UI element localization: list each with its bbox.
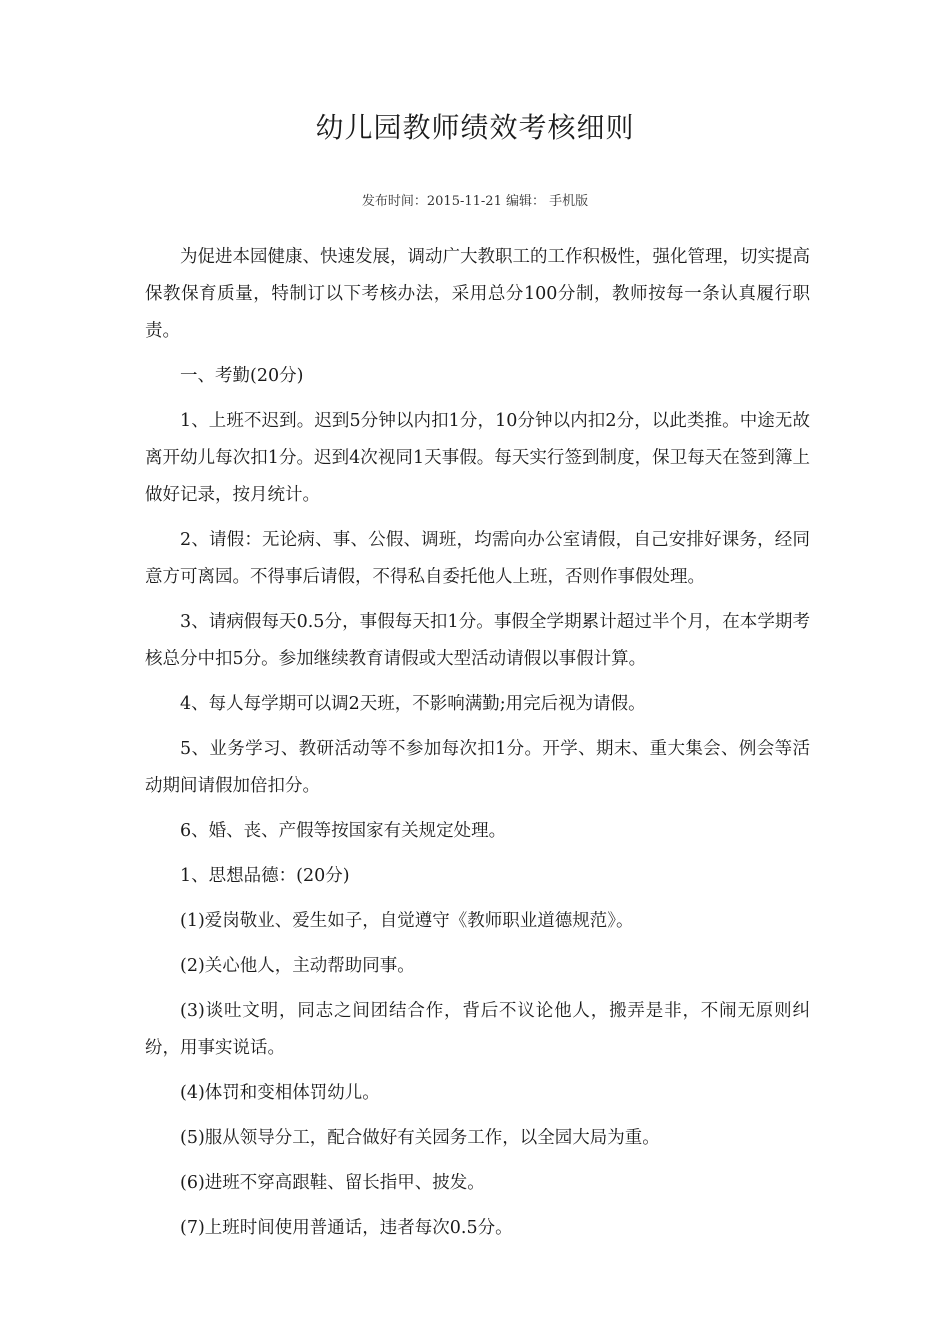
rule-paragraph: 5、业务学习、教研活动等不参加每次扣1分。开学、期末、重大集会、例会等活动期间请假加倍扣分。 [145,739,810,796]
rule-paragraph: 4、每人每学期可以调2天班，不影响满勤;用完后视为请假。 [180,694,646,714]
document-body [145,239,810,1255]
rule-item: (2)关心他人，主动帮助同事。 [180,956,415,976]
rule-item: (1)爱岗敬业、爱生如子，自觉遵守《教师职业道德规范》。 [180,911,634,931]
rule-paragraph: 1、上班不迟到。迟到5分钟以内扣1分，10分钟以内扣2分，以此类推。中途无故离开幼儿每次扣1分。迟到4次视同1天事假。每天实行签到制度，保卫每天在签到簿上做好记录，按月统计。 [145,411,810,505]
intro-paragraph: 为促进本园健康、快速发展，调动广大教职工的工作积极性，强化管理，切实提高保教保育质量，特制订以下考核办法，采用总分100分制，教师按每一条认真履行职责。 [145,247,810,341]
rule-paragraph: 6、婚、丧、产假等按国家有关规定处理。 [180,821,507,841]
rule-item: (6)进班不穿高跟鞋、留长指甲、披发。 [180,1173,485,1193]
section-heading-attendance: 一、考勤(20分) [180,366,304,386]
section-heading-morality: 1、思想品德：(20分) [180,866,350,886]
document-title: 幼儿园教师绩效考核细则 [315,111,635,144]
rule-item: (7)上班时间使用普通话，违者每次0.5分。 [180,1218,513,1238]
rule-paragraph: 2、请假：无论病、事、公假、调班，均需向办公室请假，自己安排好课务，经同意方可离园。不得事后请假，不得私自委托他人上班，否则作事假处理。 [145,530,810,587]
publish-info: 发布时间：2015-11-21 编辑： 手机版 [361,194,589,209]
rule-item: (3)谈吐文明，同志之间团结合作，背后不议论他人，搬弄是非，不闹无原则纠纷，用事实说话。 [145,1001,810,1058]
rule-item: (4)体罚和变相体罚幼儿。 [180,1083,380,1103]
rule-paragraph: 3、请病假每天0.5分，事假每天扣1分。事假全学期累计超过半个月，在本学期考核总分中扣5分。参加继续教育请假或大型活动请假以事假计算。 [145,612,810,669]
rule-item: (5)服从领导分工，配合做好有关园务工作，以全园大局为重。 [180,1128,660,1148]
